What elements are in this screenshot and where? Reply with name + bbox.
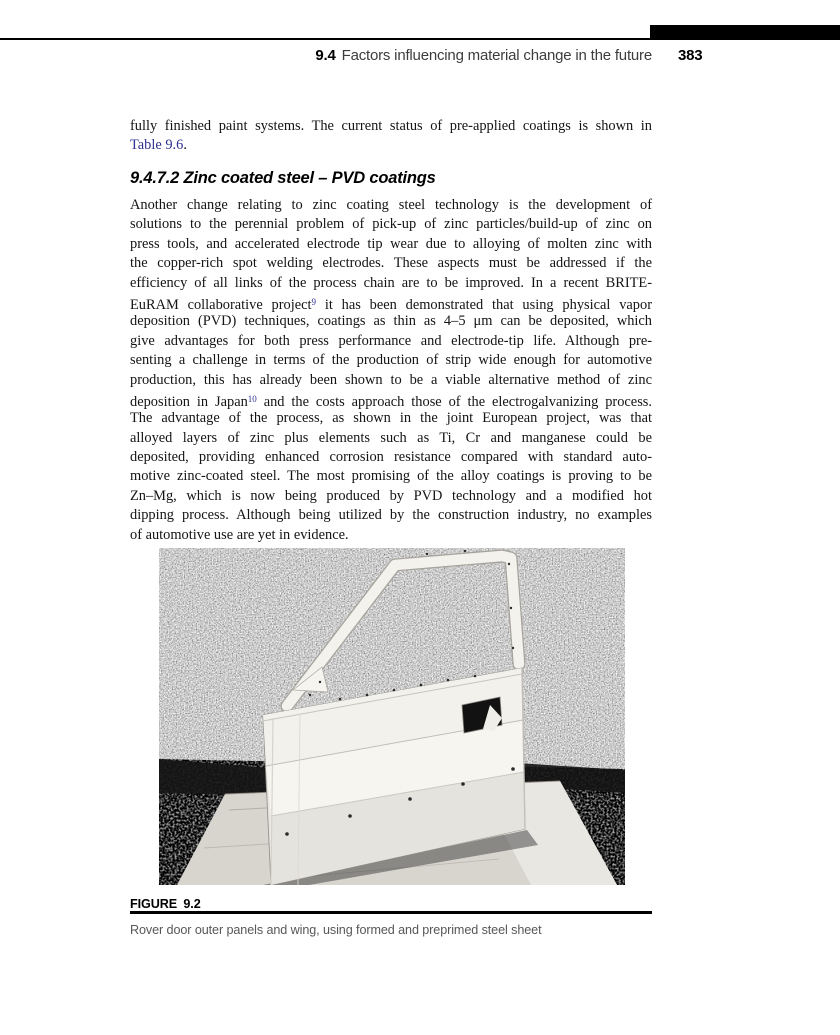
figure-image bbox=[159, 548, 625, 885]
header-corner-bar bbox=[650, 25, 840, 39]
text-run: Zn–Mg, which is now being produced by PVD technology and a modified hot bbox=[130, 487, 652, 504]
text-line bbox=[130, 487, 652, 506]
text-line bbox=[130, 448, 652, 467]
section-title: Factors influencing material change in the future bbox=[341, 47, 652, 64]
text-line bbox=[130, 254, 652, 273]
figure-caption: Rover door outer panels and wing, using formed and preprimed steel sheet bbox=[130, 922, 542, 937]
text-line bbox=[130, 390, 652, 409]
text-run: deposition in Japan bbox=[130, 393, 248, 410]
figure-label: FIGURE 9.2 bbox=[130, 896, 201, 911]
text-run: . bbox=[183, 137, 187, 154]
text-run: efficiency of all links of the process chain are to be improved. In a recent BRITE- bbox=[130, 274, 652, 291]
text-line bbox=[130, 371, 652, 390]
text-run: solutions to the perennial problem of pick-up of zinc particles/build-up of zinc on bbox=[130, 216, 652, 233]
text-run: alloyed layers of zinc plus elements such as Ti, Cr and manganese could be bbox=[130, 429, 652, 446]
text-line bbox=[130, 293, 652, 312]
text-line bbox=[130, 196, 652, 215]
text-run: EuRAM collaborative project bbox=[130, 296, 312, 313]
text-line bbox=[130, 409, 652, 428]
table-ref-link[interactable]: Table 9.6 bbox=[130, 137, 184, 154]
text-line bbox=[130, 506, 652, 525]
text-line bbox=[130, 467, 652, 486]
footnote-ref-link[interactable]: 10 bbox=[247, 393, 257, 404]
text-line bbox=[130, 235, 652, 254]
page-number: 383 bbox=[678, 47, 703, 64]
text-run: deposited, providing enhanced corrosion resistance compared with standard auto- bbox=[130, 449, 652, 466]
text-run: production, this has already been shown to be a viable alternative method of zinc bbox=[130, 371, 652, 388]
text-run: of automotive use are yet in evidence. bbox=[130, 526, 349, 543]
text-run: and the costs approach those of the electrogalvanizing process. bbox=[256, 393, 652, 410]
footnote-ref-link[interactable]: 9 bbox=[311, 296, 316, 307]
section-heading: 9.4.7.2 Zinc coated steel – PVD coatings bbox=[130, 169, 436, 187]
text-line bbox=[130, 526, 652, 545]
body-paragraph bbox=[130, 196, 652, 545]
text-line bbox=[130, 274, 652, 293]
running-header bbox=[130, 47, 652, 64]
text-run: dipping process. Although being utilized by the construction industry, no examples bbox=[130, 507, 652, 524]
text-run: Another change relating to zinc coating steel technology is the development of bbox=[130, 197, 652, 213]
text-line bbox=[130, 312, 652, 331]
text-run: motive zinc-coated steel. The most promising of the alloy coatings is proving to be bbox=[130, 468, 652, 485]
text-run: press tools, and accelerated electrode tip wear due to alloying of molten zinc with bbox=[130, 235, 652, 252]
text-run: the copper-rich spot welding electrodes. These aspects must be addressed if the bbox=[130, 255, 652, 272]
section-number: 9.4 bbox=[315, 47, 336, 64]
text-run: it has been demonstrated that using physical vapor bbox=[316, 296, 652, 313]
text-line bbox=[130, 215, 652, 234]
text-line bbox=[130, 136, 652, 155]
text-run: deposition (PVD) techniques, coatings as thin as 4–5 μm can be deposited, which bbox=[130, 313, 652, 330]
text-run: fully finished paint systems. The current status of pre-applied coatings is shown in bbox=[130, 118, 652, 134]
text-line bbox=[130, 429, 652, 448]
text-line bbox=[130, 332, 652, 351]
door-photo bbox=[159, 548, 625, 885]
text-run: senting a challenge in terms of the production of strip wide enough for automotive bbox=[130, 352, 652, 369]
text-run: The advantage of the process, as shown in the joint European project, was that bbox=[130, 410, 652, 427]
intro-paragraph bbox=[130, 117, 652, 156]
text-line bbox=[130, 117, 652, 136]
text-line bbox=[130, 351, 652, 370]
text-run: give advantages for both press performance and electrode-tip life. Although pre- bbox=[130, 332, 652, 349]
figure-caption-rule bbox=[130, 911, 652, 914]
